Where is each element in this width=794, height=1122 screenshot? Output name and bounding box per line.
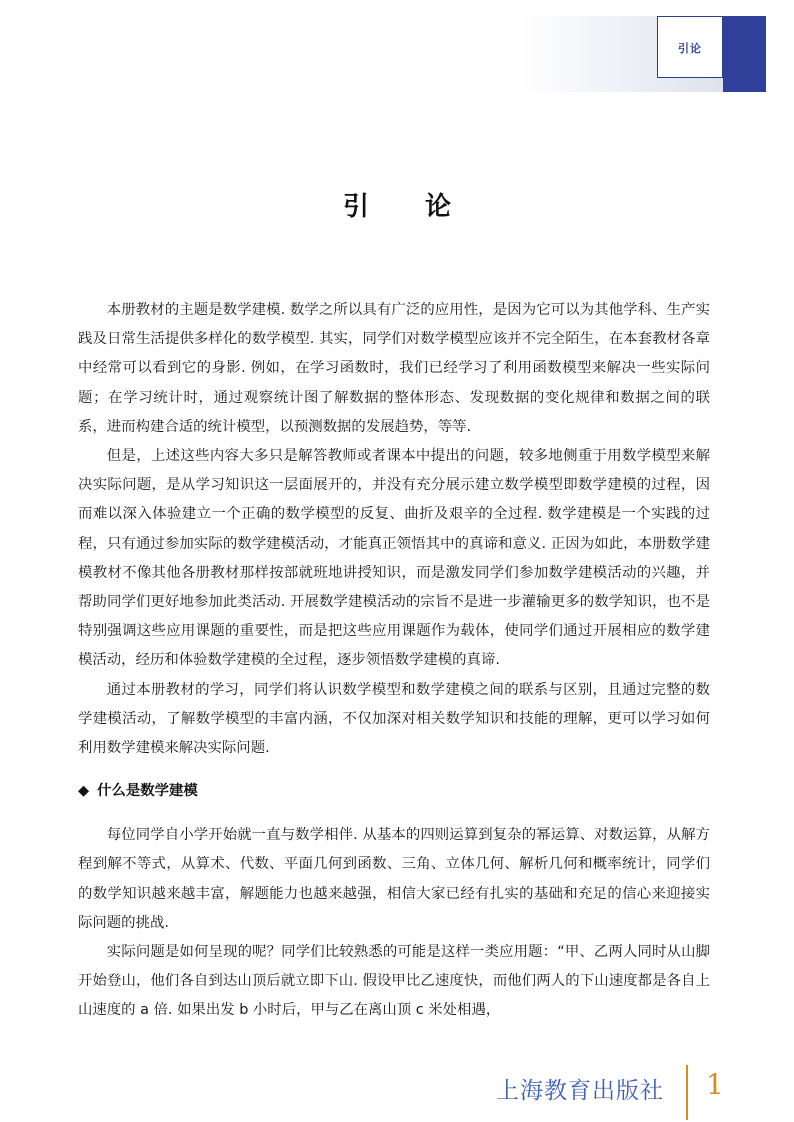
page-number: 1 (706, 1068, 724, 1101)
section-heading-text: 什么是数学建模 (97, 783, 198, 800)
publisher-name: 上海教育出版社 (496, 1078, 664, 1104)
paragraph: 通过本册教材的学习，同学们将认识数学模型和数学建模之间的联系与区别，且通过完整的数学建模活动，了解数学模型的丰富内涵，不仅加深对相关数学知识和技能的理解，更可以学习如何利用数学建模来解决实际问题. (78, 681, 710, 757)
section-heading (78, 778, 710, 804)
header-section-tab (657, 16, 723, 78)
paragraph: 每位同学自小学开始就一直与数学相伴. 从基本的四则运算到复杂的幂运算、对数运算，从解方程到解不等式，从算术、代数、平面几何到函数、三角、立体几何、解析几何和概率统计，同学们的数学知识越来越丰富，解题能力也越来越强，相信大家已经有扎实的基础和充足的信心来迎接实际问题的挑战. (78, 827, 710, 931)
footer-divider (686, 1065, 688, 1120)
paragraph: 但是，上述这些内容大多只是解答教师或者课本中提出的问题，较多地侧重于用数学模型来解决实际问题，是从学习知识这一层面展开的，并没有充分展示建立数学模型即数学建模的过程，因而难以深入体验建立一个正确的数学模型的反复、曲折及艰辛的全过程. 数学建模是一个实践的过程，只有通过参加实际的数学建模活动，才能真正领悟其中的真谛和意义. 正因为如此，本册数学建模教材不像其他各册教材那样按部就班地讲授知识，而是激发同学们参加数学建模活动的兴趣，并帮助同学们更好地参加此类活动. 开展数学建模活动的宗旨不是进一步灌输更多的数学知识，也不是特别强调这些应用课题的重要性，而是把这些应用课题作为载体，使同学们通过开展相应的数学建模活动，经历和体验数学建模的全过程，逐步领悟数学建模的真谛. (78, 448, 710, 669)
page-title: 引论 (342, 192, 507, 222)
paragraph: 实际问题是如何呈现的呢？同学们比较熟悉的可能是这样一类应用题：“甲、乙两人同时从山脚开始登山，他们各自到达山顶后就立即下山. 假设甲比乙速度快，而他们两人的下山速度都是各自上山速度的 a 倍. 如果出发 b 小时后，甲与乙在离山顶 c 米处相遇， (78, 944, 710, 1019)
header-color-block (723, 16, 766, 92)
diamond-bullet-icon: ◆ (78, 783, 90, 800)
paragraph: 本册教材的主题是数学建模. 数学之所以具有广泛的应用性，是因为它可以为其他学科、生产实践及日常生活提供多样化的数学模型. 其实，同学们对数学模型应该并不完全陌生，在本套教材各章中经常可以看到它的身影. 例如，在学习函数时，我们已经学习了利用函数模型来解决一些实际问题；在学习统计时，通过观察统计图了解数据的整体形态、发现数据的变化规律和数据之间的联系，进而构建合适的统计模型，以预测数据的发展趋势，等等. (78, 302, 710, 435)
main-content (78, 296, 710, 1026)
header-section-label: 引论 (678, 42, 702, 55)
